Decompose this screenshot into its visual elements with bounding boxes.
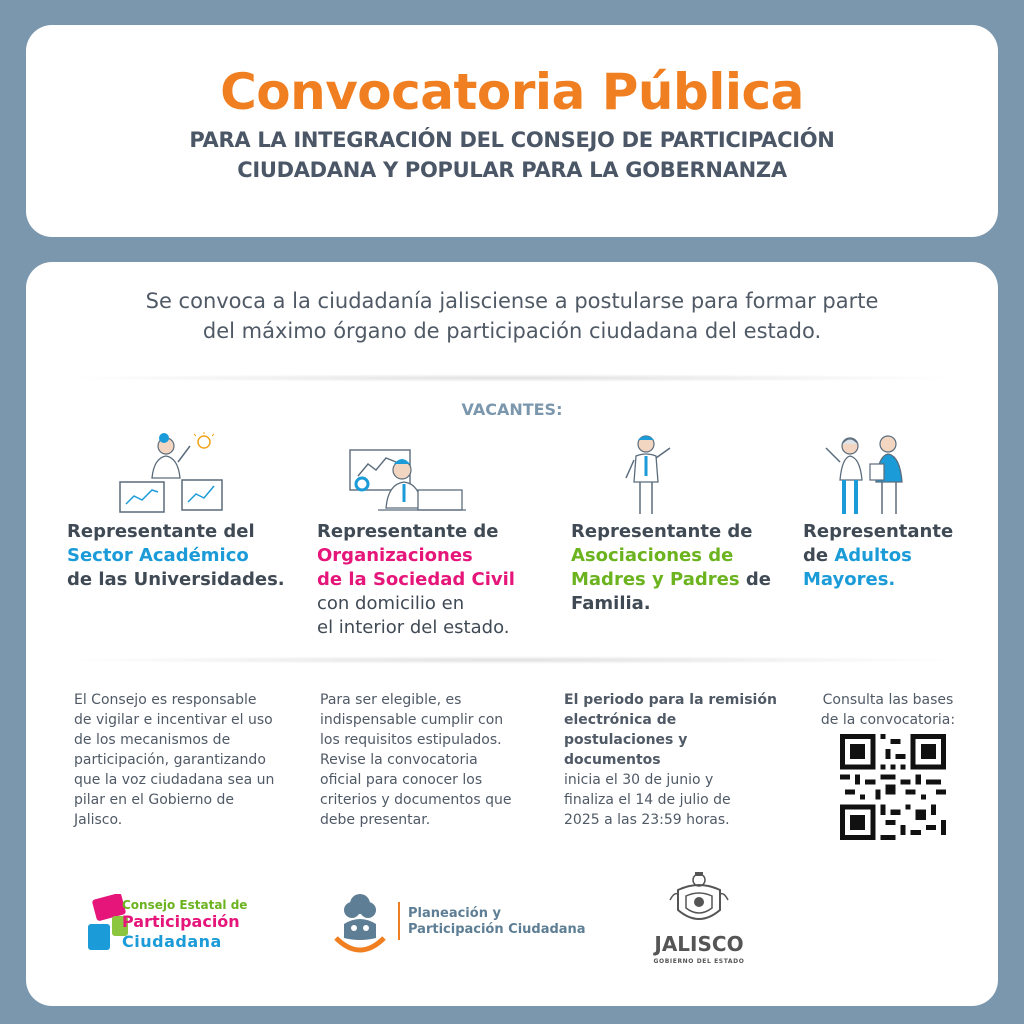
vacante-padres-line1: Representante de [571,521,753,542]
vacante-padres-de: de [739,569,771,590]
vacante-padres-highlight1: Asociaciones de [571,545,734,566]
elderly-couple-illustration-icon [816,432,916,518]
vacante-adultos-line1: Representante [803,521,954,542]
cepc-logo-line2: Participación [122,912,240,931]
vacante-adultos-highlight1: Adultos [834,545,912,566]
vacantes-label: VACANTES: [461,400,563,419]
info-line: los requisitos estipulados. [320,732,502,748]
planeacion-logo-line1: Planeación y [408,906,501,921]
info-line: oficial para conocer los [320,772,483,788]
main-card [26,262,998,1006]
info-consejo [74,690,274,830]
page-subtitle [26,125,998,185]
vacante-academico-highlight: Sector Académico [67,545,249,566]
info-line-bold: documentos [564,752,661,768]
cepc-logo-line3: Ciudadana [122,932,222,951]
vacante-sociedad-civil [317,520,515,640]
info-line: inicia el 30 de junio y [564,772,714,788]
vacante-padres [571,520,771,616]
researcher-illustration-icon [118,432,228,516]
vacante-sociedad-line4: con domicilio en [317,593,465,614]
vacante-adultos-mayores [803,520,953,592]
divider [56,374,968,382]
info-line: El Consejo es responsable [74,692,257,708]
info-line-bold: postulaciones y [564,732,688,748]
jalisco-logo-line2: GOBIERNO DEL ESTADO [653,958,745,965]
info-line: Consulta las bases [822,692,954,708]
info-periodo [564,690,777,830]
vacante-adultos-dot: . [888,569,896,590]
planeacion-logo-divider [398,902,400,940]
info-line-bold: electrónica de [564,712,677,728]
info-line: Para ser elegible, es [320,692,462,708]
cepc-logo [86,892,316,962]
info-line: que la voz ciudadana sea un [74,772,275,788]
jalisco-coat-of-arms-icon [668,870,730,930]
cepc-logo-line1: Consejo Estatal de [122,898,248,912]
vacante-sociedad-line5: el interior del estado. [317,617,510,638]
info-line: finaliza el 14 de julio de [564,792,731,808]
jalisco-logo [644,870,754,970]
parent-illustration-icon [620,432,690,518]
info-line-bold: El periodo para la remisión [564,692,777,708]
jalisco-logo-line1: JALISCO [654,932,744,956]
vacante-sociedad-highlight1: Organizaciones [317,545,473,566]
vacante-adultos-de: de [803,545,835,566]
info-line: pilar en el Gobierno de [74,792,235,808]
planeacion-logo-mark [330,890,390,958]
qr-code[interactable] [840,734,946,840]
vacante-padres-highlight2: Madres y Padres [571,569,740,590]
vacante-adultos-highlight2: Mayores [803,569,889,590]
info-line: 2025 a las 23:59 horas. [564,812,730,828]
vacante-academico [67,520,285,592]
info-line: de los mecanismos de [74,732,231,748]
vacante-academico-line1: Representante del [67,521,255,542]
planeacion-logo-line2: Participación Ciudadana [408,922,586,937]
planeacion-logo [330,890,630,964]
vacante-sociedad-line1: Representante de [317,521,499,542]
info-requisitos [320,690,511,830]
vacante-academico-line3: de las Universidades. [67,569,285,590]
office-worker-illustration-icon [348,432,468,516]
info-line: criterios y documentos que [320,792,512,808]
intro-line-2: del máximo órgano de participación ciudadana del estado. [202,319,822,343]
header-card [26,25,998,237]
info-consulta [812,690,964,730]
info-line: participación, garantizando [74,752,266,768]
info-line: de vigilar e incentivar el uso [74,712,273,728]
intro-line-1: Se convoca a la ciudadanía jalisciense a postularse para formar parte [145,289,879,313]
divider [56,656,968,664]
intro-text [66,286,958,346]
info-line: Jalisco. [74,812,123,828]
subtitle-line-2: CIUDADANA Y POPULAR PARA LA GOBERNANZA [237,158,787,182]
info-line: debe presentar. [320,812,431,828]
vacante-padres-line4: Familia. [571,593,651,614]
vacante-sociedad-highlight2: de la Sociedad Civil [317,569,515,590]
info-line: indispensable cumplir con [320,712,504,728]
page-title: Convocatoria Pública [220,63,804,121]
info-line: Revise la convocatoria [320,752,478,768]
info-line: de la convocatoria: [820,712,956,728]
subtitle-line-1: PARA LA INTEGRACIÓN DEL CONSEJO DE PARTICIPACIÓN [189,128,835,152]
